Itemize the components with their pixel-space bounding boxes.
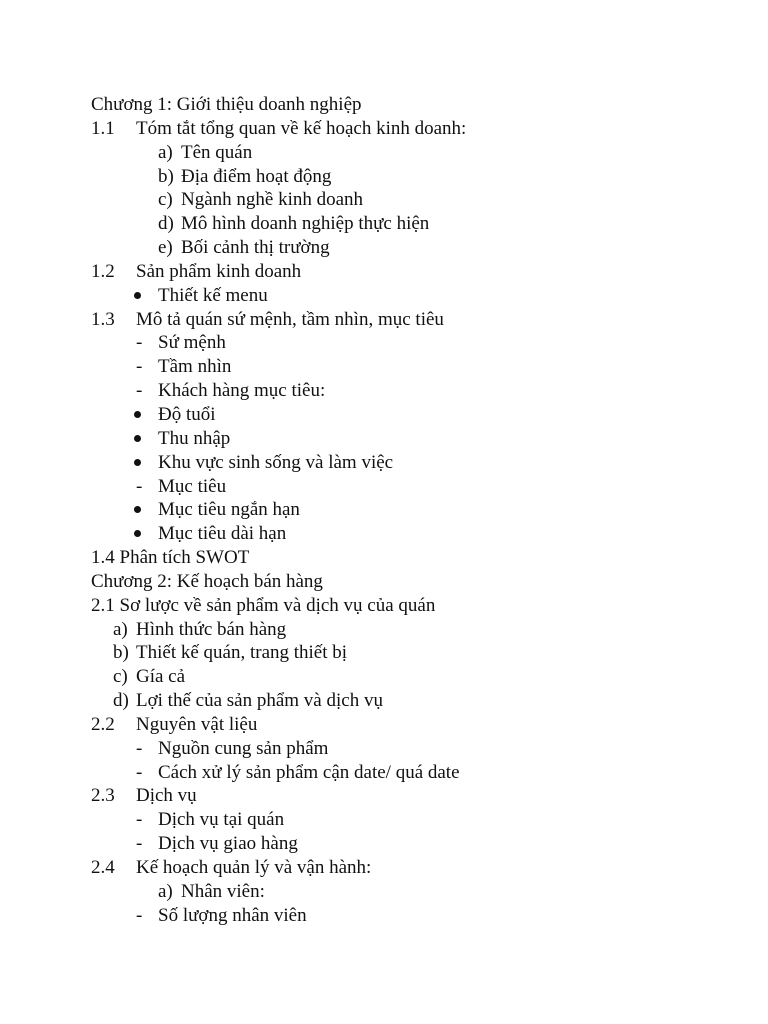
line-text: Dịch vụ [136, 785, 197, 807]
line-text: Ngành nghề kinh doanh [181, 189, 364, 211]
line-text: 1.4 Phân tích SWOT [91, 547, 250, 569]
list-marker: 2.3 [91, 785, 115, 807]
document-line [0, 308, 768, 332]
list-marker: b) [113, 642, 129, 664]
document-line [0, 355, 768, 379]
line-text: Thiết kế menu [158, 284, 268, 306]
document-line [0, 594, 768, 618]
document-line [0, 331, 768, 355]
list-marker: d) [113, 690, 129, 712]
document-line [0, 570, 768, 594]
line-text: Khu vực sinh sống và làm việc [158, 451, 394, 473]
document-line [0, 475, 768, 499]
bullet-icon [134, 411, 141, 418]
document-line [0, 689, 768, 713]
document-line [0, 713, 768, 737]
document-line [0, 737, 768, 761]
list-marker: - [136, 833, 143, 855]
list-marker: - [136, 332, 143, 354]
list-marker: - [136, 904, 143, 926]
line-text: Mục tiêu [158, 475, 227, 497]
line-text: Tên quán [181, 141, 253, 163]
document-line [0, 498, 768, 522]
document-line [0, 618, 768, 642]
document-line [0, 212, 768, 236]
document-line [0, 236, 768, 260]
bullet-icon [134, 506, 141, 513]
line-text: Bối cảnh thị trường [181, 237, 330, 259]
line-text: Chương 1: Giới thiệu doanh nghiệp [91, 94, 362, 115]
document-line [0, 832, 768, 856]
line-text: Dịch vụ giao hàng [158, 833, 298, 855]
bullet-icon [134, 292, 141, 299]
line-text: Thu nhập [158, 427, 231, 449]
list-marker: c) [113, 666, 128, 688]
line-text: Mục tiêu ngắn hạn [158, 499, 300, 521]
list-marker: 1.2 [91, 260, 115, 282]
document-line [0, 403, 768, 427]
document-line [0, 165, 768, 189]
document-line [0, 427, 768, 451]
list-marker: b) [158, 165, 174, 187]
document-line [0, 141, 768, 165]
list-marker: - [136, 809, 143, 831]
line-text: Hình thức bán hàng [136, 618, 287, 640]
document-line [0, 665, 768, 689]
list-marker: - [136, 380, 143, 402]
list-marker: a) [158, 141, 173, 163]
list-marker: 2.4 [91, 857, 115, 878]
list-marker: - [136, 761, 143, 783]
line-text: Gía cả [136, 666, 186, 688]
line-text: Địa điểm hoạt động [181, 165, 332, 187]
document-line [0, 761, 768, 785]
line-text: Sản phẩm kinh doanh [136, 260, 302, 282]
line-text: Nguyên vật liệu [136, 713, 258, 735]
line-text: Mô tả quán sứ mệnh, tầm nhìn, mục tiêu [136, 308, 444, 330]
line-text: Mục tiêu dài hạn [158, 523, 287, 545]
document-line [0, 808, 768, 832]
document-body [0, 93, 768, 928]
line-text: Thiết kế quán, trang thiết bị [136, 642, 348, 664]
line-text: Chương 2: Kế hoạch bán hàng [91, 570, 323, 592]
list-marker: 2.2 [91, 713, 115, 735]
document-line [0, 880, 768, 904]
list-marker: d) [158, 213, 174, 235]
bullet-icon [134, 435, 141, 442]
document-line [0, 546, 768, 570]
line-text: Khách hàng mục tiêu: [158, 380, 326, 402]
document-line [0, 188, 768, 212]
line-text: Độ tuổi [158, 403, 216, 425]
line-text: Số lượng nhân viên [158, 904, 307, 926]
document-line [0, 856, 768, 880]
document-line [0, 284, 768, 308]
line-text: 2.1 Sơ lược về sản phẩm và dịch vụ của quán [91, 594, 436, 616]
line-text: Cách xử lý sản phẩm cận date/ quá date [158, 761, 460, 783]
document-line [0, 93, 768, 117]
document-line [0, 451, 768, 475]
line-text: Sứ mệnh [158, 332, 226, 354]
document-line [0, 784, 768, 808]
document-line [0, 904, 768, 928]
list-marker: - [136, 475, 143, 497]
document-line [0, 260, 768, 284]
document-line [0, 641, 768, 665]
line-text: Mô hình doanh nghiệp thực hiện [181, 213, 430, 235]
list-marker: c) [158, 189, 173, 211]
list-marker: - [136, 356, 143, 378]
bullet-icon [134, 459, 141, 466]
list-marker: 1.3 [91, 308, 115, 330]
list-marker: a) [113, 618, 128, 640]
list-marker: 1.1 [91, 117, 115, 139]
list-marker: a) [158, 880, 173, 902]
document-line [0, 522, 768, 546]
list-marker: - [136, 737, 143, 759]
list-marker: e) [158, 237, 173, 259]
bullet-icon [134, 530, 141, 537]
line-text: Tóm tắt tổng quan về kế hoạch kinh doanh: [136, 117, 467, 139]
line-text: Tầm nhìn [158, 356, 232, 378]
line-text: Nguồn cung sản phẩm [158, 737, 329, 759]
line-text: Nhân viên: [181, 880, 265, 902]
line-text: Dịch vụ tại quán [158, 809, 285, 831]
line-text: Lợi thế của sản phẩm và dịch vụ [136, 690, 383, 712]
document-line [0, 117, 768, 141]
document-line [0, 379, 768, 403]
line-text: Kế hoạch quản lý và vận hành: [136, 857, 372, 878]
